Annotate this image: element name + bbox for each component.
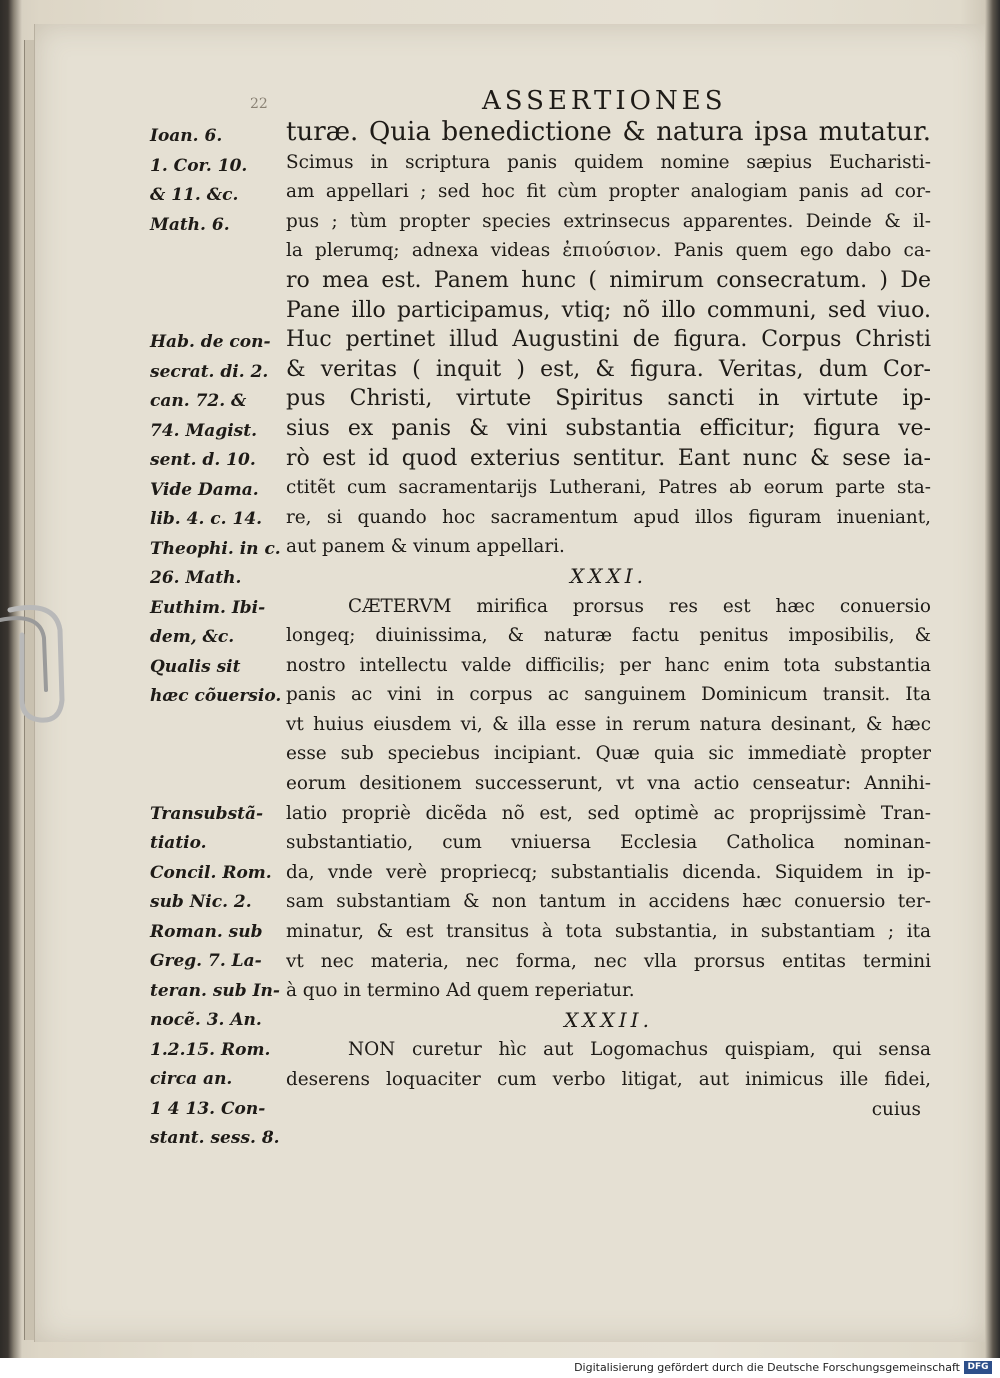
margin-note: Euthim. Ibi-: [150, 597, 266, 618]
margin-note: Roman. sub: [150, 921, 263, 942]
running-head: ASSERTIONES: [482, 86, 727, 116]
section-heading: XXXI.: [570, 563, 647, 588]
text-line: substantiatio, cum vniuersa Ecclesia Catholica nominan-: [286, 832, 931, 854]
text-line: turæ. Quia benedictione & natura ipsa mutatur.: [286, 118, 931, 147]
text-line: rò est id quod exterius sentitur. Eant nunc & sese ia-: [286, 445, 931, 471]
text-line: esse sub speciebus incipiant. Quæ quia sic immediatè propter: [286, 743, 931, 765]
text-line: ro mea est. Panem hunc ( nimirum consecratum. ) De: [286, 267, 931, 293]
text-line: nostro intellectu valde difficilis; per hanc enim tota substantia: [286, 654, 931, 676]
margin-note: & 11. &c.: [150, 185, 239, 205]
margin-note: teran. sub In-: [150, 980, 280, 1001]
margin-note: Transubstã-: [150, 803, 264, 824]
margin-note: sub Nic. 2.: [150, 892, 252, 912]
text-line: da, vnde verè propriecq; substantialis dicenda. Siquidem in ip-: [286, 861, 931, 883]
text-line: pus Christi, virtute Spiritus sancti in virtute ip-: [286, 386, 931, 412]
text-line: Huc pertinet illud Augustini de figura. Corpus Christi: [286, 327, 931, 353]
body-text: [286, 118, 931, 1124]
text-line: à quo in termino Ad quem reperiatur.: [286, 980, 635, 1002]
margin-note: stant. sess. 8.: [150, 1128, 280, 1148]
text-line: latio propriè dicẽda nõ est, sed optimè ac proprijssimè Tran-: [286, 802, 931, 824]
margin-note: circa an.: [150, 1069, 233, 1089]
text-line: vt huius eiusdem vi, & illa esse in rerum natura desinant, & hæc: [286, 713, 931, 735]
text-line: NON curetur hìc aut Logomachus quispiam, qui sensa: [348, 1039, 931, 1061]
footer-credit: Digitalisierung gefördert durch die Deutsche Forschungsgemeinschaft: [574, 1361, 960, 1374]
margin-note: Concil. Rom.: [150, 862, 272, 883]
margin-note: Ioan. 6.: [150, 126, 223, 146]
text-line: vt nec materia, nec forma, nec vlla prorsus entitas termini: [286, 950, 931, 972]
text-line: am appellari ; sed hoc fit cùm propter analogiam panis ad cor-: [286, 181, 931, 203]
margin-note: tiatio.: [150, 833, 207, 853]
margin-note: can. 72. &: [150, 391, 247, 411]
margin-note: 1. Cor. 10.: [150, 155, 248, 176]
text-line: Scimus in scriptura panis quidem nomine sæpius Eucharisti-: [286, 151, 931, 173]
margin-note: nocẽ. 3. An.: [150, 1010, 262, 1030]
text-line: CÆTERVM mirifica prorsus res est hæc conuersio: [348, 595, 931, 617]
text-line: eorum desitionem successerunt, vt vna actio censeatur: Annihi-: [286, 773, 931, 795]
text-line: sius ex panis & vini substantia efficitur; figura ve-: [286, 415, 931, 441]
text-line: pus ; tùm propter species extrinsecus apparentes. Deinde & il-: [286, 210, 931, 232]
margin-note: sent. d. 10.: [150, 450, 256, 470]
text-line: & veritas ( inquit ) est, & figura. Veritas, dum Cor-: [286, 356, 931, 382]
page-number: 22: [250, 96, 268, 112]
margin-note: 26. Math.: [150, 568, 242, 588]
text-line: longeq; diuinissima, & naturæ factu penitus imposibilis, &: [286, 625, 931, 647]
margin-note: 74. Magist.: [150, 420, 258, 441]
text-line: la plerumq; adnexa videas ἐπιούσιον. Panis quem ego dabo ca-: [286, 240, 931, 262]
text-line: deserens loquaciter cum verbo litigat, aut inimicus ille fidei,: [286, 1069, 931, 1090]
margin-note: lib. 4. c. 14.: [150, 509, 263, 529]
dfg-logo: DFG: [964, 1361, 992, 1374]
margin-note: dem, &c.: [150, 627, 235, 647]
margin-note: Greg. 7. La-: [150, 951, 262, 971]
text-line: panis ac vini in corpus ac sanguinem Dominicum transit. Ita: [286, 684, 931, 706]
margin-note: secrat. di. 2.: [150, 361, 269, 382]
margin-note: Math. 6.: [150, 214, 230, 235]
paper-clip-icon: [0, 590, 68, 730]
text-line: Pane illo participamus, vtiq; nõ illo communi, sed viuo.: [286, 297, 931, 323]
text-line: ctitẽt cum sacramentarijs Lutherani, Patres ab eorum parte sta-: [286, 477, 931, 499]
margin-note: Vide Dama.: [150, 479, 259, 500]
margin-note: 1 4 13. Con-: [150, 1098, 266, 1119]
text-line: sam substantiam & non tantum in accidens hæc conuersio ter-: [286, 891, 931, 913]
catchword: cuius: [871, 1098, 921, 1120]
margin-note: Hab. de con-: [150, 332, 271, 352]
margin-note: hæc cõuersio.: [150, 686, 282, 706]
text-line: aut panem & vinum appellari.: [286, 536, 565, 558]
margin-note: 1.2.15. Rom.: [150, 1039, 271, 1060]
text-line: minatur, & est transitus à tota substantia, in substantiam ; ita: [286, 921, 931, 943]
section-heading: XXXII.: [564, 1007, 653, 1032]
margin-note: Qualis sit: [150, 656, 241, 677]
footer-bar: [0, 1358, 1000, 1378]
text-line: re, si quando hoc sacramentum apud illos figuram inueniant,: [286, 506, 931, 528]
marginal-notes: [150, 122, 290, 1154]
margin-note: Theophi. in c.: [150, 538, 281, 559]
